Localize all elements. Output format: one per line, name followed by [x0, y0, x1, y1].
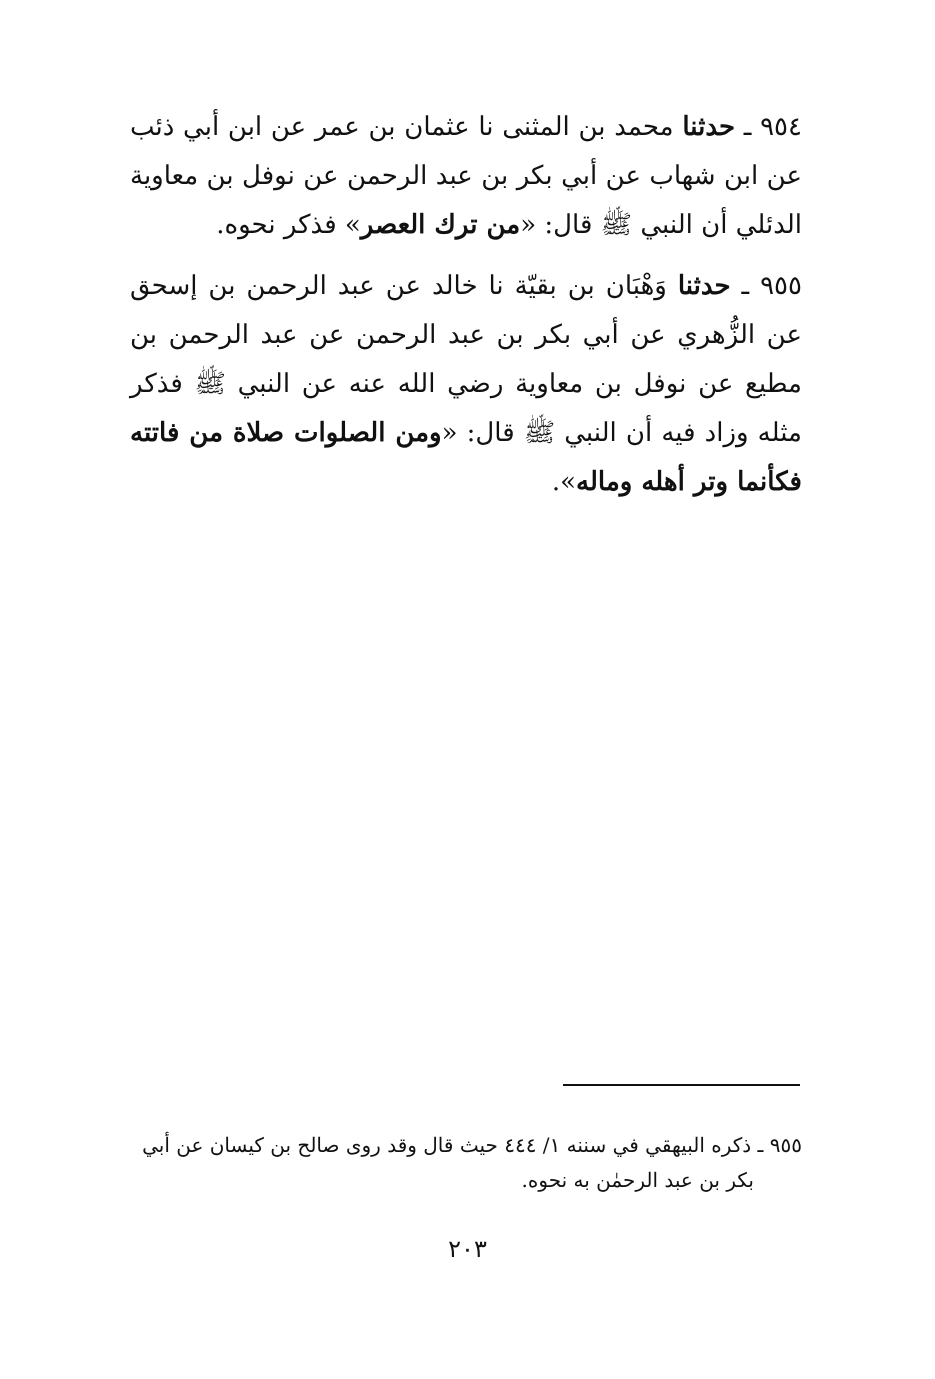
page-number: ٢٠٣	[448, 1235, 487, 1263]
hadith-955-quote: ومن الصلوات صلاة من فاتته فكأنما وتر أهله وماله	[130, 418, 802, 497]
hadith-954-text-1: محمد بن المثنى نا عثمان بن عمر عن ابن أبي ذئب عن ابن شهاب عن أبي بكر بن عبد الرحمن عن نوفل بن معاوية الدئلي أن النبي ﷺ قال: «	[130, 112, 802, 240]
footnote-955	[130, 1128, 802, 1198]
hadith-954-dash: ـ	[735, 112, 761, 142]
footnote-separator	[563, 1084, 800, 1086]
hadith-955-text-2: ».	[551, 467, 577, 497]
hadith-955-haddathana: حدثنا	[677, 271, 731, 301]
hadith-955-dash: ـ	[730, 271, 761, 301]
hadith-955-paragraph	[130, 262, 802, 507]
footnote-line-1: ٩٥٥ ـ ذكره البيهقي في سننه ١/ ٤٤٤ حيث قال وقد روى صالح بن كيسان عن أبي	[142, 1133, 802, 1157]
hadith-954-number: ٩٥٤	[760, 112, 802, 142]
hadith-954-quote: من ترك العصر	[360, 210, 521, 240]
hadith-955-number: ٩٥٥	[760, 271, 802, 301]
hadith-955-text-1: وَهْبَان بن بقيّة نا خالد عن عبد الرحمن بن إسحق عن الزُّهري عن أبي بكر بن عبد الرحمن عن عبد الرحمن بن مطيع عن نوفل بن معاوية رضي الله عنه عن النبي ﷺ فذكر مثله وزاد فيه أن النبي ﷺ قال: «	[130, 271, 802, 448]
hadith-954-haddathana: حدثنا	[682, 112, 736, 142]
footnote-line-2: بكر بن عبد الرحمٰن به نحوه.	[521, 1168, 754, 1192]
hadith-954-text-2: » فذكر نحوه.	[216, 210, 361, 240]
hadith-954-paragraph	[130, 103, 802, 250]
